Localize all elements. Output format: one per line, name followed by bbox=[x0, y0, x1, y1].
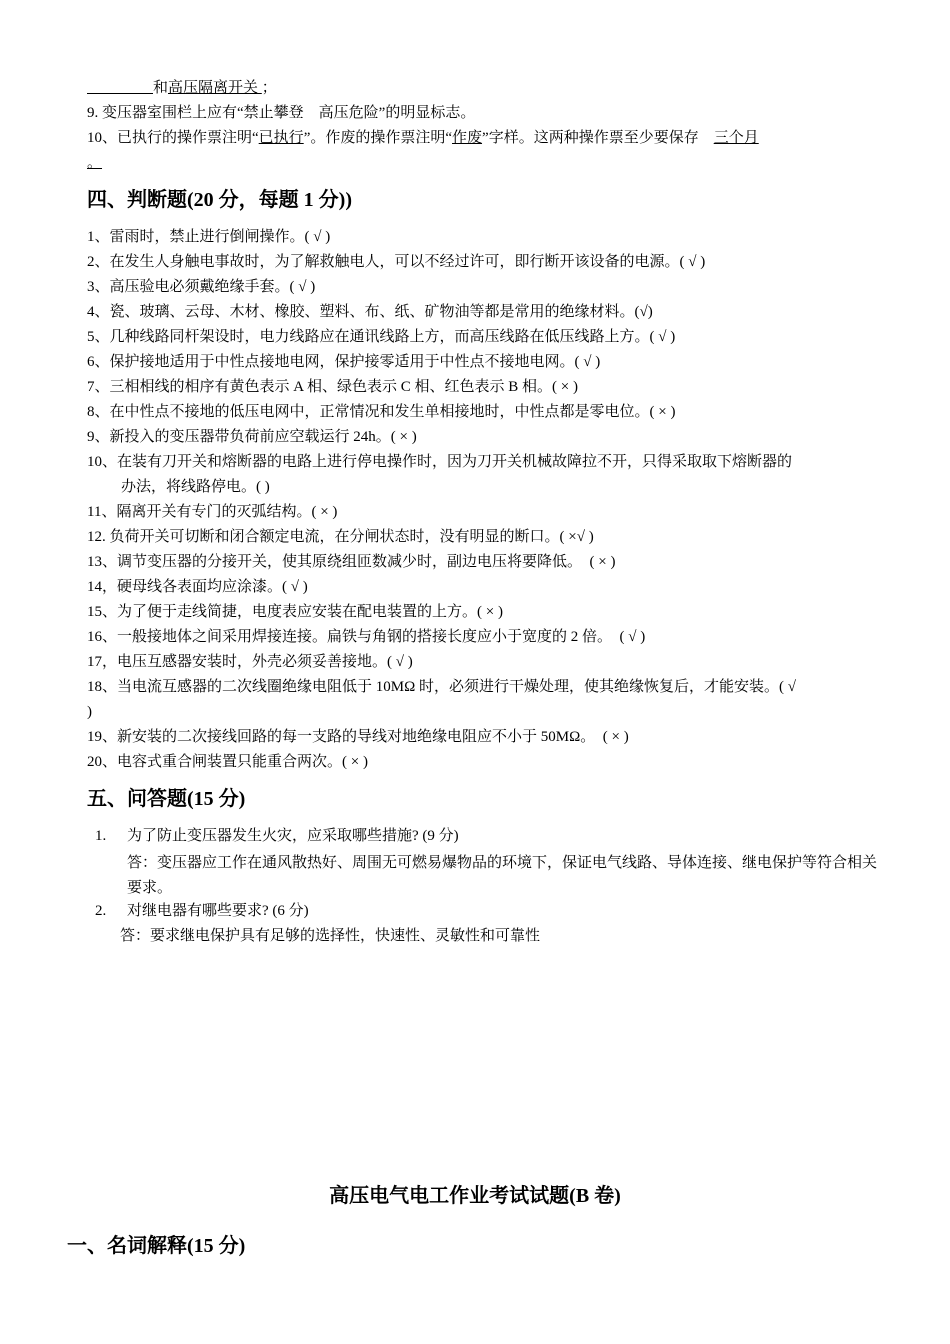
fill-answer: 已执行 bbox=[258, 130, 304, 146]
section-heading-qa: 五、问答题(15 分) bbox=[87, 788, 246, 810]
judgement-item: 14，硬母线各表面均应涂漆。( √ ) bbox=[87, 579, 308, 595]
judgement-item: 9、新投入的变压器带负荷前应空载运行 24h。( × ) bbox=[87, 429, 417, 445]
section-heading-judgement: 四、判断题(20 分，每题 1 分)) bbox=[87, 189, 352, 211]
question-number: 2. bbox=[95, 903, 107, 919]
judgement-item: 1、雷雨时，禁止进行倒闸操作。( √ ) bbox=[87, 229, 331, 245]
judgement-item: 12. 负荷开关可切断和闭合额定电流，在分闸状态时，没有明显的断口。( ×√ ) bbox=[87, 529, 594, 545]
judgement-item: 5、几种线路同杆架设时，电力线路应在通讯线路上方，而高压线路在低压线路上方。( √ ) bbox=[87, 329, 676, 345]
judgement-item: 16、一般接地体之间采用焊接连接。扁铁与角钢的搭接长度应小于宽度的 2 倍。 ( √ ) bbox=[87, 629, 646, 645]
fill-text: ”。作废的操作票注明“ bbox=[303, 130, 453, 146]
answer-blank bbox=[87, 78, 153, 94]
judgement-item: 8、在中性点不接地的低压电网中，正常情况和发生单相接地时，中性点都是零电位。( × ) bbox=[87, 404, 676, 420]
judgement-item: 17，电压互感器安装时，外壳必须妥善接地。( √ ) bbox=[87, 654, 413, 670]
judgement-item: 2、在发生人身触电事故时，为了解救触电人，可以不经过许可，即行断开该设备的电源。( √ ) bbox=[87, 254, 706, 270]
fill-item-9: 9. 变压器室围栏上应有“禁止攀登 高压危险”的明显标志。 bbox=[87, 105, 476, 121]
exam-title: 高压电气电工作业考试试题(B 卷) bbox=[329, 1185, 621, 1207]
judgement-item-continuation: 办法，将线路停电。( ) bbox=[121, 479, 270, 495]
judgement-item: 11、隔离开关有专门的灭弧结构。( × ) bbox=[87, 504, 338, 520]
fill-answer: 高压隔离开关 bbox=[168, 80, 262, 96]
judgement-item: 7、三相相线的相序有黄色表示 A 相、绿色表示 C 相、红色表示 B 相。( × ) bbox=[87, 379, 578, 395]
fill-text: 10、已执行的操作票注明“ bbox=[87, 130, 259, 146]
judgement-item: 10、在装有刀开关和熔断器的电路上进行停电操作时，因为刀开关机械故障拉不开，只得采取取下熔断器的 bbox=[87, 454, 793, 470]
judgement-item: 20、电容式重合闸装置只能重合两次。( × ) bbox=[87, 754, 368, 770]
fill-item-10 bbox=[87, 128, 887, 148]
fill-text: ”字样。这两种操作票至少要保存 bbox=[482, 130, 714, 146]
judgement-item: 15、为了便于走线简捷，电度表应安装在配电装置的上方。( × ) bbox=[87, 604, 503, 620]
judgement-item: 18、当电流互感器的二次线圈绝缘电阻低于 10MΩ 时，必须进行干燥处理，使其绝缘恢复后，才能安装。( √ bbox=[87, 679, 796, 695]
question-text: 为了防止变压器发生火灾，应采取哪些措施? (9 分) bbox=[127, 828, 459, 844]
question-number: 1. bbox=[95, 828, 107, 844]
fill-text: ； bbox=[261, 80, 277, 96]
question-text: 对继电器有哪些要求? (6 分) bbox=[127, 903, 309, 919]
judgement-item: 6、保护接地适用于中性点接地电网，保护接零适用于中性点不接地电网。( √ ) bbox=[87, 354, 601, 370]
judgement-item: 13、调节变压器的分接开关，使其原绕组匝数减少时，副边电压将要降低。 ( × ) bbox=[87, 554, 616, 570]
fill-answer: 。 bbox=[87, 155, 103, 171]
fill-text: 和 bbox=[153, 80, 169, 96]
answer-text: 答：要求继电保护具有足够的选择性，快速性、灵敏性和可靠性 bbox=[120, 928, 541, 944]
answer-text: 答：变压器应工作在通风散热好、周围无可燃易爆物品的环境下，保证电气线路、导体连接、继电保护等符合相关要求。 bbox=[127, 855, 878, 896]
fill-line-8-continuation bbox=[87, 78, 887, 98]
judgement-item: 4、瓷、玻璃、云母、木材、橡胶、塑料、布、纸、矿物油等都是常用的绝缘材料。(√) bbox=[87, 304, 653, 320]
fill-answer: 作废 bbox=[452, 130, 483, 146]
judgement-item: 19、新安装的二次接线回路的每一支路的导线对地绝缘电阻应不小于 50MΩ。 ( × ) bbox=[87, 729, 629, 745]
judgement-item-continuation: ) bbox=[87, 704, 92, 720]
judgement-item: 3、高压验电必须戴绝缘手套。( √ ) bbox=[87, 279, 316, 295]
fill-answer: 三个月 bbox=[713, 130, 759, 146]
section-heading-definitions: 一、名词解释(15 分) bbox=[67, 1235, 246, 1257]
fill-item-10-end bbox=[87, 153, 887, 173]
